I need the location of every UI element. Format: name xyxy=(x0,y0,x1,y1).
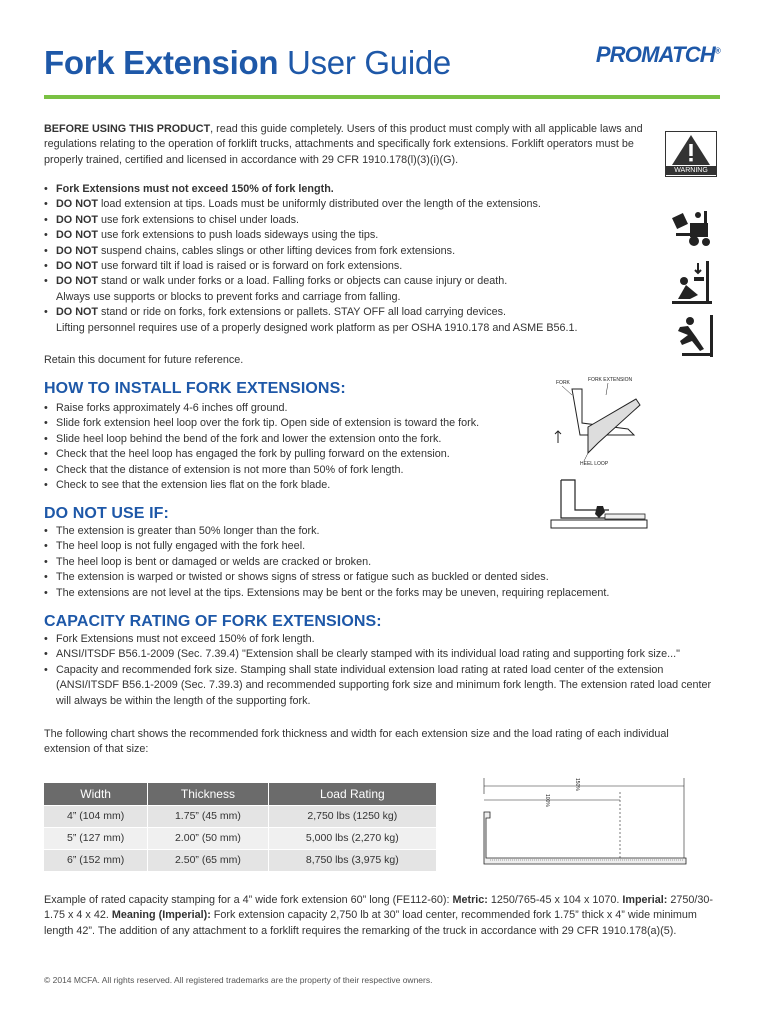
retain-note: Retain this document for future reference. xyxy=(44,354,244,366)
col-header-thickness: Thickness xyxy=(148,783,268,805)
diagram-label-extension: FORK EXTENSION xyxy=(588,377,633,383)
logo-mark: ® xyxy=(714,46,720,56)
table-row: 6” (152 mm) 2.50” (65 mm) 8,750 lbs (3,975 kg) xyxy=(44,849,436,871)
list-item: • DO NOT use forward tilt if load is raised or is forward on fork extensions. xyxy=(44,259,724,274)
intro-text: , read this guide completely. Users of this product must comply with all applicable laws and regulations relating to the operation of forklift trucks, attachments and specifically fork extensions. Forklift operators must be properly trained, certified and licensed in accordance with 29 CFR 1910.178(l)(3)(i)(G). xyxy=(44,123,643,166)
chart-intro: The following chart shows the recommended fork thickness and width for each extension size and the load rating of each individual extension of that size: xyxy=(44,728,669,756)
list-item: • ANSI/ITSDF B56.1-2009 (Sec. 7.39.4) "Extension shall be clearly stamped with its individual load rating and supporting fork size..." xyxy=(44,647,724,662)
label-100-percent: 100% xyxy=(544,794,550,807)
title-rest: User Guide xyxy=(278,44,451,81)
list-item: • DO NOT load extension at tips. Loads must be uniformly distributed over the length of the extensions. xyxy=(44,197,724,212)
list-item: • Check that the heel loop has engaged the fork by pulling forward on the extension. xyxy=(44,447,724,462)
donot-heading: DO NOT USE IF: xyxy=(44,505,169,522)
label-150-percent: 150% xyxy=(574,778,580,791)
safety-rules-list xyxy=(44,182,724,336)
list-item: • DO NOT stand or walk under forks or a load. Falling forks or objects can cause injury or death. Always use supports or blocks to prevent forks and carriage from falling. xyxy=(44,274,724,305)
diagram-label-fork: FORK xyxy=(556,380,570,386)
list-item: • Raise forks approximately 4-6 inches off ground. xyxy=(44,401,724,416)
falling-load-icon xyxy=(668,259,718,305)
col-header-width: Width xyxy=(44,783,148,805)
list-item: • Check that the distance of extension is not more than 50% of fork length. xyxy=(44,463,724,478)
list-item: • Capacity and recommended fork size. Stamping shall state individual extension load rating at rated load center of the extension (ANSI/ITSDF B56.1-2009 (Sec. 7.39.3) and recommended supporting fork size and minimum fork length. The extension rated load center will always be within the length of the supporting fork. xyxy=(44,663,724,709)
install-heading: HOW TO INSTALL FORK EXTENSIONS: xyxy=(44,380,346,397)
table-header-row xyxy=(44,783,436,805)
col-header-load-rating: Load Rating xyxy=(268,783,436,805)
logo-text: PROMATCH xyxy=(595,42,715,67)
warning-label: WARNING xyxy=(666,166,716,175)
capacity-heading: CAPACITY RATING OF FORK EXTENSIONS: xyxy=(44,613,382,630)
copyright-footer: © 2014 MCFA. All rights reserved. All registered trademarks are the property of their respective owners. xyxy=(44,975,433,985)
promatch-logo xyxy=(596,42,720,68)
list-item: • DO NOT use fork extensions to push loads sideways using the tips. xyxy=(44,228,724,243)
list-item: • Fork Extensions must not exceed 150% of fork length. xyxy=(44,182,724,197)
title-bold: Fork Extension xyxy=(44,44,279,81)
capacity-list xyxy=(44,632,724,709)
forklift-tilt-icon xyxy=(668,203,718,249)
spec-table xyxy=(44,783,436,871)
header-divider xyxy=(44,95,720,99)
list-item: • Slide heel loop behind the bend of the fork and lower the extension onto the fork. xyxy=(44,432,724,447)
extension-length-diagram xyxy=(480,772,690,870)
table-row: 4” (104 mm) 1.75” (45 mm) 2,750 lbs (1250 kg) xyxy=(44,805,436,827)
list-item: • DO NOT use fork extensions to chisel under loads. xyxy=(44,213,724,228)
list-item: • Slide fork extension heel loop over the fork tip. Open side of extension is toward the fork. xyxy=(44,416,724,431)
diagram-label-heel: HEEL LOOP xyxy=(580,461,609,467)
list-item: • The heel loop is not fully engaged with the fork heel. xyxy=(44,539,724,554)
intro-paragraph xyxy=(44,122,644,168)
list-item: • DO NOT suspend chains, cables slings or other lifting devices from fork extensions. xyxy=(44,244,724,259)
page-title xyxy=(44,44,451,82)
list-item: • The heel loop is bent or damaged or welds are cracked or broken. xyxy=(44,555,724,570)
no-riding-icon xyxy=(668,313,718,359)
list-item: • Check to see that the extension lies flat on the fork blade. xyxy=(44,478,724,493)
table-row: 5” (127 mm) 2.00” (50 mm) 5,000 lbs (2,270 kg) xyxy=(44,827,436,849)
list-item: • The extension is greater than 50% longer than the fork. xyxy=(44,524,724,539)
intro-lead: BEFORE USING THIS PRODUCT xyxy=(44,123,211,135)
install-diagram xyxy=(548,373,648,470)
list-item: • Fork Extensions must not exceed 150% of fork length. xyxy=(44,632,724,647)
donot-list xyxy=(44,524,724,601)
list-item: • DO NOT stand or ride on forks, fork extensions or pallets. STAY OFF all load carrying devices. Lifting personnel requires use of a properly designed work platform as per OSHA 1910.178 and ASME B56.1. xyxy=(44,305,724,336)
list-item: • The extension is warped or twisted or shows signs of stress or fatigue such as buckled or dented sides. xyxy=(44,570,724,585)
warning-icon xyxy=(665,131,717,177)
stamping-example: Example of rated capacity stamping for a 4” wide fork extension 60” long (FE112-60): Metric: 1250/765-45 x 104 x 1070. Imperial: 2750/30-1.75 x 4 x 42. Meaning (Imperial): Fork extension capacity 2,750 lb at 30” load center, recommended fork 1.75” thick x 4” wide minimum length 42”. The addition of any attachment to a forklift requires the remarking of the truck in accordance with 29 CFR 1910.178(a)(5). xyxy=(44,894,713,937)
list-item: • The extensions are not level at the tips. Extensions may be bent or the forks may be uneven, requiring replacement. xyxy=(44,586,724,601)
